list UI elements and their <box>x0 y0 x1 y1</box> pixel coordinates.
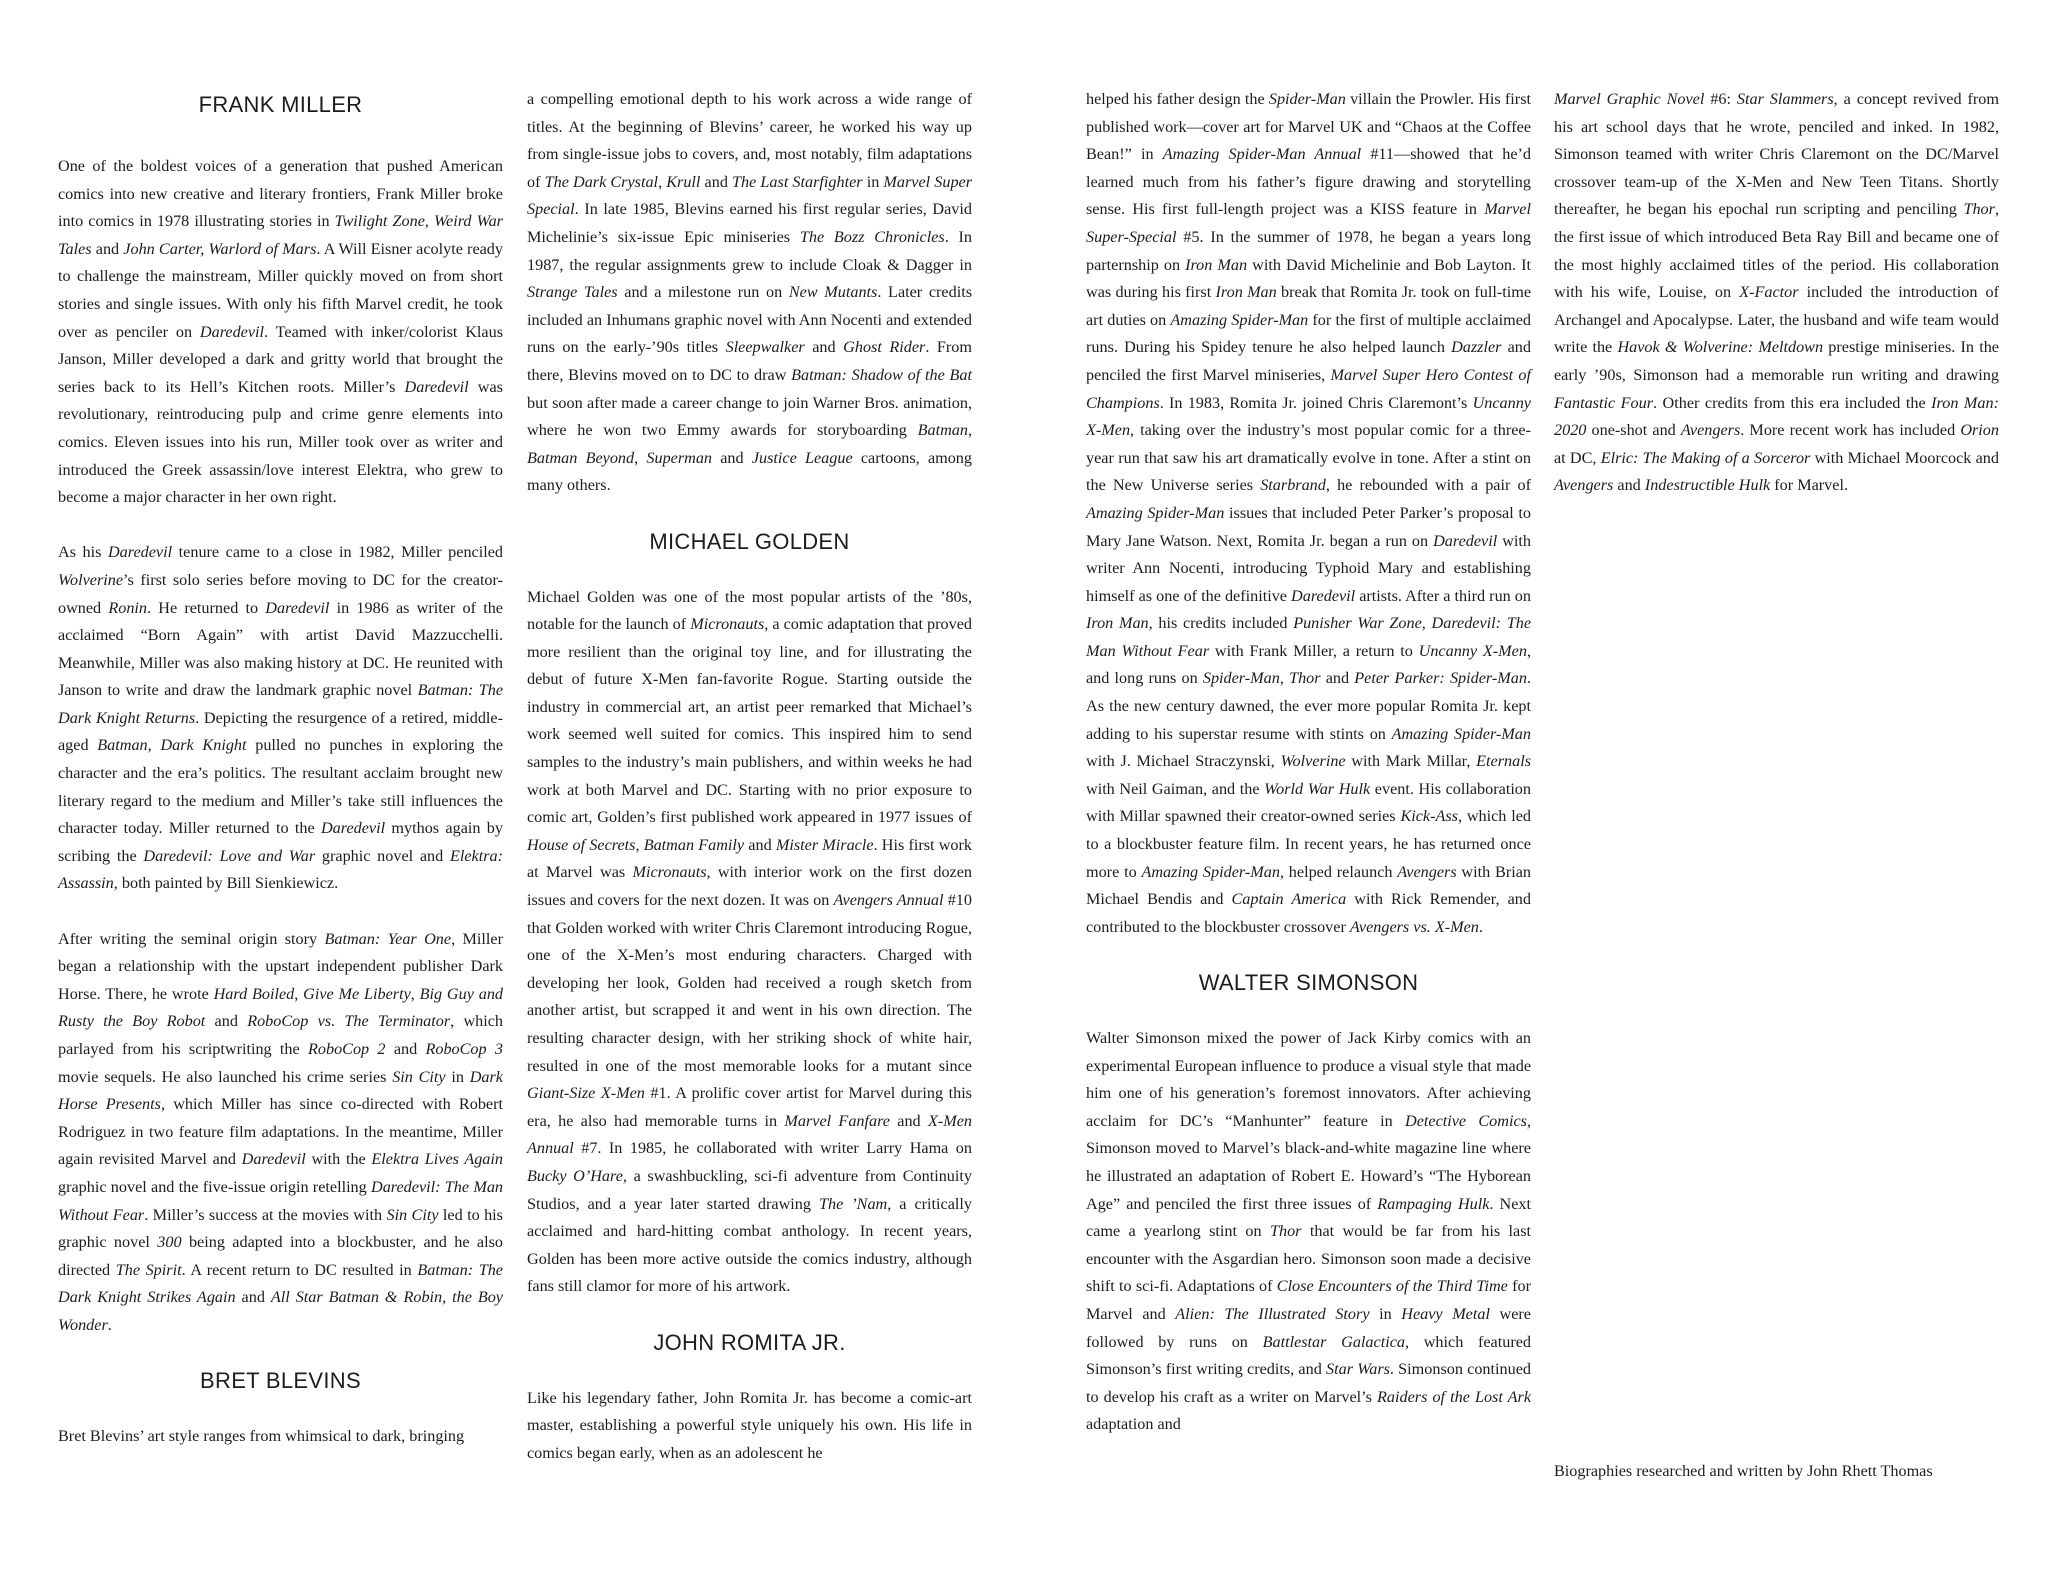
bret-blevins-paragraph-cont: a compelling emotional depth to his work across a wide range of titles. At the beginning of Blevins’ career, he worked his way up from single-issue jobs to covers, and, most notably, film adaptations of The Dark Crystal, Krull and The Last Starfighter in Marvel Super Special. In late 1985, Blevins earned his first regular series, David Michelinie’s six-issue Epic miniseries The Bozz Chronicles. In 1987, the regular assignments grew to include Cloak & Dagger in Strange Tales and a milestone run on New Mutants. Later credits included an Inhumans graphic novel with Ann Nocenti and extended runs on the early-’90s titles Sleepwalker and Ghost Rider. From there, Blevins moved on to DC to draw Batman: Shadow of the Bat but soon after made a career change to join Warner Bros. animation, where he won two Emmy awards for storyboarding Batman, Batman Beyond, Superman and Justice League cartoons, among many others. <box>527 90 973 495</box>
heading-john-romita-jr: JOHN ROMITA JR. <box>653 1329 846 1355</box>
frank-miller-paragraph-2: As his Daredevil tenure came to a close in 1982, Miller penciled Wolverine’s first solo series before moving to DC for the creator-owned Ronin. He returned to Daredevil in 1986 as writer of the acclaimed “Born Again” with artist David Mazzucchelli. Meanwhile, Miller was also making history at DC. He reunited with Janson to write and draw the landmark graphic novel Batman: The Dark Knight Returns. Depicting the resurgence of a retired, middle-aged Batman, Dark Knight pulled no punches in exploring the character and the era’s politics. The resultant acclaim brought new literary regard to the medium and Miller’s take still influences the character today. Miller returned to the Daredevil mythos again by scribing the Daredevil: Love and War graphic novel and Elektra: Assassin, both painted by Bill Sienkiewicz. <box>58 543 504 893</box>
frank-miller-paragraph-3: After writing the seminal origin story Batman: Year One, Miller began a relationship with the upstart independent publisher Dark Horse. There, he wrote Hard Boiled, Give Me Liberty, Big Guy and Rusty the Boy Robot and RoboCop vs. The Terminator, which parlayed from his scriptwriting the RoboCop 2 and RoboCop 3 movie sequels. He also launched his crime series Sin City in Dark Horse Presents, which Miller has since co-directed with Robert Rodriguez in two feature film adaptations. In the meantime, Miller again revisited Marvel and Daredevil with the Elektra Lives Again graphic novel and the five-issue origin retelling Daredevil: The Man Without Fear. Miller’s success at the movies with Sin City led to his graphic novel 300 being adapted into a blockbuster, and he also directed The Spirit. A recent return to DC resulted in Batman: The Dark Knight Strikes Again and All Star Batman & Robin, the Boy Wonder. <box>58 929 504 1334</box>
john-romita-jr-paragraph-start: Like his legendary father, John Romita Jr. has become a comic-art master, establishing a powerful style uniquely his own. His life in comics began early, when as an adolescent he <box>527 1388 972 1462</box>
heading-walter-simonson: WALTER SIMONSON <box>1198 970 1419 995</box>
walter-simonson-paragraph-start: Walter Simonson mixed the power of Jack Kirby comics with an experimental European influence to produce a visual style that made him one of his generation’s foremost innovators. After achieving acclaim for DC’s “Manhunter” feature in Detective Comics, Simonson moved to Marvel’s black-and-white magazine line where he illustrated an adaptation of Robert E. Howard’s “The Hyborean Age” and penciled the first three issues of Rampaging Hulk. Next came a yearlong stint on Thor that would be far from his last encounter with the Asgardian hero. Simonson soon made a decisive shift to sci-fi. Adaptations of Close Encounters of the Third Time for Marvel and Alien: The Illustrated Story in Heavy Metal were followed by runs on Battlestar Galactica, which featured Simonson’s first writing credits, and Star Wars. Simonson continued to develop his craft as a writer on Marvel’s Raiders of the Lost Ark adaptation and <box>1086 1029 1532 1434</box>
john-romita-jr-paragraph-cont: helped his father design the Spider-Man villain the Prowler. His first published work—cover art for Marvel UK and “Chaos at the Coffee Bean!” in Amazing Spider-Man Annual #11—showed that he’d learned much from his father’s figure drawing and storytelling sense. His first full-length project was a KISS feature in Marvel Super-Special #5. In the summer of 1978, he began a years long parternship on Iron Man with David Michelinie and Bob Layton. It was during his first Iron Man break that Romita Jr. took on full-time art duties on Amazing Spider-Man for the first of multiple acclaimed runs. During his Spidey tenure he also helped launch Dazzler and penciled the first Marvel miniseries, Marvel Super Hero Contest of Champions. In 1983, Romita Jr. joined Chris Claremont’s Uncanny X-Men, taking over the industry’s most popular comic for a three-year run that saw his art dramatically evolve in tone. After a stint on the New Universe series Starbrand, he rebounded with a pair of Amazing Spider-Man issues that included Peter Parker’s proposal to Mary Jane Watson. Next, Romita Jr. began a run on Daredevil with writer Ann Nocenti, introducing Typhoid Mary and establishing himself as one of the definitive Daredevil artists. After a third run on Iron Man, his credits included Punisher War Zone, Daredevil: The Man Without Fear with Frank Miller, a return to Uncanny X-Men, and long runs on Spider-Man, Thor and Peter Parker: Spider-Man. As the new century dawned, the ever more popular Romita Jr. kept adding to his superstar resume with stints on Amazing Spider-Man with J. Michael Straczynski, Wolverine with Mark Millar, Eternals with Neil Gaiman, and the World War Hulk event. His collaboration with Millar spawned their creator-owned series Kick-Ass, which led to a blockbuster feature film. In recent years, he has returned once more to Amazing Spider-Man, helped relaunch Avengers with Brian Michael Bendis and Captain America with Rick Remender, and contributed to the blockbuster crossover Avengers vs. X-Men. <box>1086 90 1532 936</box>
heading-michael-golden: MICHAEL GOLDEN <box>649 528 850 554</box>
column-2 <box>527 0 972 1467</box>
walter-simonson-paragraph-cont: Marvel Graphic Novel #6: Star Slammers, a concept revived from his art school days that he wrote, penciled and inked. In 1982, Simonson teamed with writer Chris Claremont on the DC/Marvel crossover team-up of the X-Men and New Teen Titans. Shortly thereafter, he began his epochal run scripting and penciling Thor, the first issue of which introduced Beta Ray Bill and became one of the most highly acclaimed titles of the period. His collaboration with his wife, Louise, on X-Factor included the introduction of Archangel and Apocalypse. Later, the husband and wife team would write the Havok & Wolverine: Meltdown prestige miniseries. In the early ’90s, Simonson had a memorable run writing and drawing Fantastic Four. Other credits from this era included the Iron Man: 2020 one-shot and Avengers. More recent work has included Orion at DC, Elric: The Making of a Sorceror with Michael Moorcock and Avengers and Indestructible Hulk for Marvel. <box>1554 90 1999 495</box>
column-4 <box>1554 0 1999 528</box>
frank-miller-paragraph-1: One of the boldest voices of a generation that pushed American comics into new creative and literary frontiers, Frank Miller broke into comics in 1978 illustrating stories in Twilight Zone, Weird War Tales and John Carter, Warlord of Mars. A Will Eisner acolyte ready to challenge the mainstream, Miller quickly moved on from short stories and single issues. With only his fifth Marvel credit, he took over as penciler on Daredevil. Teamed with inker/colorist Klaus Janson, Miller developed a dark and gritty world that brought the series back to its Hell’s Kitchen roots. Miller’s Daredevil was revolutionary, reintroducing pulp and crime genre elements into comics. Eleven issues into his run, Miller took over as writer and introduced the Greek assassin/love interest Elektra, who grew to become a major character in her own right. <box>58 157 503 507</box>
column-3 <box>1086 0 1531 1439</box>
bret-blevins-paragraph-start: Bret Blevins’ art style ranges from whimsical to dark, bringing <box>58 1427 465 1446</box>
heading-bret-blevins: BRET BLEVINS <box>200 1368 361 1394</box>
michael-golden-paragraph: Michael Golden was one of the most popular artists of the ’80s, notable for the launch of Micronauts, a comic adaptation that proved more resilient than the original toy line, and for illustrating the debut of future X-Men fan-favorite Rogue. Starting outside the industry in commercial art, an artist peer remarked that Michael’s work seemed well suited for comics. This inspired him to send samples to the industry’s main publishers, and within weeks he had work at both Marvel and DC. Starting with no prior exposure to comic art, Golden’s first published work appeared in 1977 issues of House of Secrets, Batman Family and Mister Miracle. His first work at Marvel was Micronauts, with interior work on the first dozen issues and covers for the next dozen. It was on Avengers Annual #10 that Golden worked with writer Chris Claremont introducing Rogue, one of the X-Men’s most enduring characters. Charged with developing her look, Golden had received a rough sketch from another artist, but scrapped it and went in his own direction. The resulting character design, with her striking shock of white hair, resulted in one of the most memorable looks for a mutant since Giant-Size X-Men #1. A prolific cover artist for Marvel during this era, he also had memorable turns in Marvel Fanfare and X-Men Annual #7. In 1985, he collaborated with writer Larry Hama on Bucky O’Hare, a swashbuckling, sci-fi adventure from Continuity Studios, and a year later started drawing The ’Nam, a critically acclaimed and hard-hitting combat anthology. In recent years, Golden has been more active outside the comics industry, although fans still clamor for more of his artwork. <box>527 587 973 1296</box>
column-1 <box>58 0 503 1451</box>
heading-frank-miller: FRANK MILLER <box>198 92 363 117</box>
biography-credit: Biographies researched and written by John Rhett Thomas <box>1554 1462 1933 1480</box>
